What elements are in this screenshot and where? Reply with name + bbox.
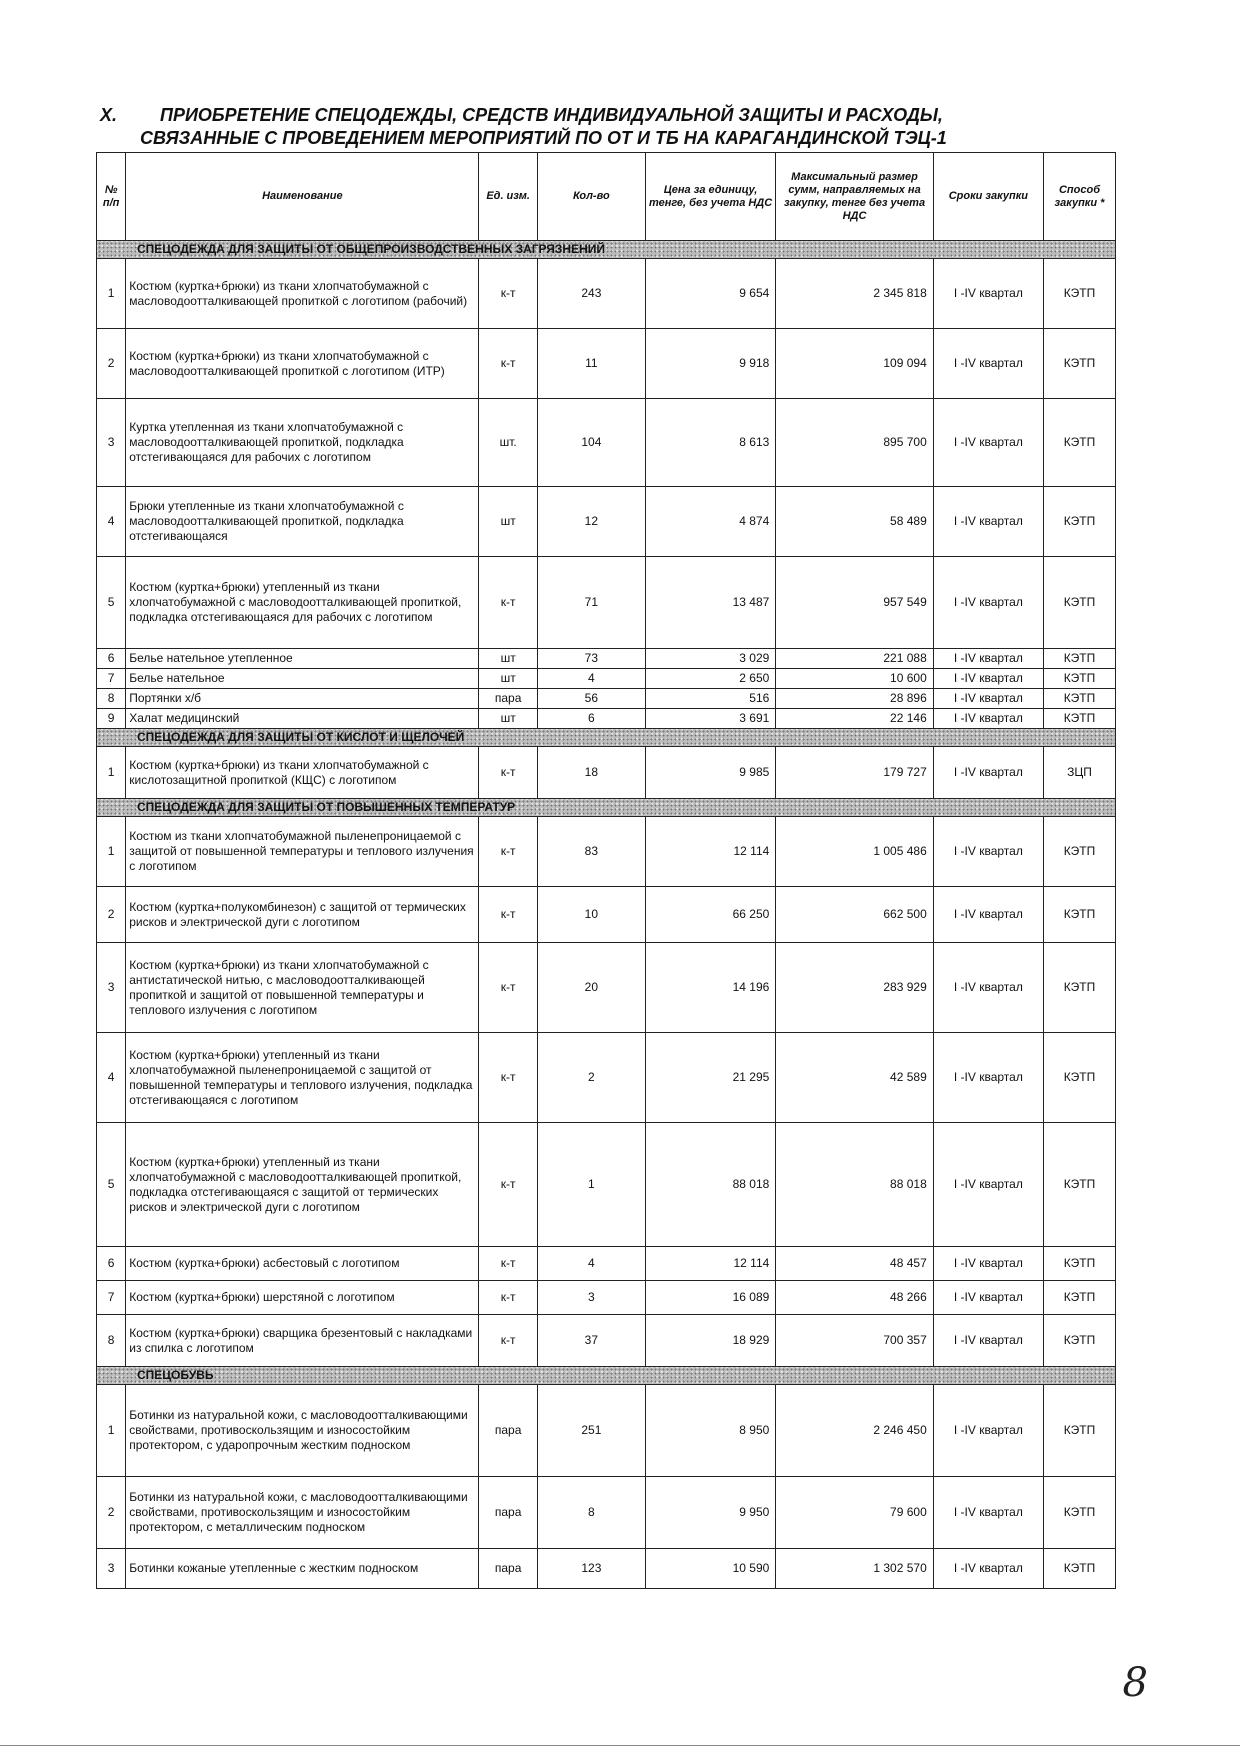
period-cell: I -IV квартал bbox=[933, 259, 1043, 329]
row-number: 2 bbox=[97, 329, 126, 399]
price-cell: 88 018 bbox=[645, 1123, 775, 1247]
quantity-cell: 18 bbox=[537, 747, 645, 799]
period-cell: I -IV квартал bbox=[933, 399, 1043, 487]
price-cell: 4 874 bbox=[645, 487, 775, 557]
price-cell: 9 654 bbox=[645, 259, 775, 329]
quantity-cell: 37 bbox=[537, 1315, 645, 1367]
unit-cell: пара bbox=[479, 689, 537, 709]
table-row bbox=[97, 1549, 1116, 1589]
table-row bbox=[97, 943, 1116, 1033]
max-sum-cell: 283 929 bbox=[776, 943, 933, 1033]
section-title: СПЕЦОДЕЖДА ДЛЯ ЗАЩИТЫ ОТ ПОВЫШЕННЫХ ТЕМПЕРАТУР bbox=[97, 799, 1116, 817]
header-num: № п/п bbox=[97, 153, 126, 241]
table-row bbox=[97, 259, 1116, 329]
period-cell: I -IV квартал bbox=[933, 689, 1043, 709]
quantity-cell: 1 bbox=[537, 1123, 645, 1247]
quantity-cell: 10 bbox=[537, 887, 645, 943]
unit-cell: шт bbox=[479, 709, 537, 729]
unit-cell: к-т bbox=[479, 887, 537, 943]
section-number: X. bbox=[100, 105, 118, 125]
period-cell: I -IV квартал bbox=[933, 709, 1043, 729]
table-row bbox=[97, 399, 1116, 487]
period-cell: I -IV квартал bbox=[933, 1247, 1043, 1281]
unit-cell: пара bbox=[479, 1477, 537, 1549]
unit-cell: к-т bbox=[479, 1247, 537, 1281]
max-sum-cell: 2 246 450 bbox=[776, 1385, 933, 1477]
page-number: 8 bbox=[1122, 1660, 1148, 1706]
row-number: 1 bbox=[97, 817, 126, 887]
period-cell: I -IV квартал bbox=[933, 1281, 1043, 1315]
max-sum-cell: 2 345 818 bbox=[776, 259, 933, 329]
method-cell: КЭТП bbox=[1043, 817, 1115, 887]
price-cell: 516 bbox=[645, 689, 775, 709]
quantity-cell: 251 bbox=[537, 1385, 645, 1477]
unit-cell: к-т bbox=[479, 747, 537, 799]
item-name: Костюм (куртка+брюки) утепленный из ткани хлопчатобумажной с масловодоотталкивающей пропиткой, подкладка отстегивающаяся с защитой от термических рисков и электрической дуги с логотипом bbox=[126, 1123, 479, 1247]
row-number: 1 bbox=[97, 747, 126, 799]
max-sum-cell: 48 266 bbox=[776, 1281, 933, 1315]
price-cell: 8 950 bbox=[645, 1385, 775, 1477]
period-cell: I -IV квартал bbox=[933, 1315, 1043, 1367]
price-cell: 9 918 bbox=[645, 329, 775, 399]
document-title bbox=[100, 104, 1060, 150]
quantity-cell: 3 bbox=[537, 1281, 645, 1315]
table-row bbox=[97, 709, 1116, 729]
row-number: 2 bbox=[97, 1477, 126, 1549]
method-cell: ЗЦП bbox=[1043, 747, 1115, 799]
table-row bbox=[97, 817, 1116, 887]
max-sum-cell: 1 005 486 bbox=[776, 817, 933, 887]
unit-cell: пара bbox=[479, 1385, 537, 1477]
unit-cell: к-т bbox=[479, 557, 537, 649]
method-cell: КЭТП bbox=[1043, 669, 1115, 689]
period-cell: I -IV квартал bbox=[933, 1385, 1043, 1477]
item-name: Костюм (куртка+брюки) из ткани хлопчатобумажной с масловодоотталкивающей пропиткой с логотипом (ИТР) bbox=[126, 329, 479, 399]
table-row bbox=[97, 747, 1116, 799]
price-cell: 16 089 bbox=[645, 1281, 775, 1315]
period-cell: I -IV квартал bbox=[933, 649, 1043, 669]
header-price: Цена за единицу, тенге, без учета НДС bbox=[645, 153, 775, 241]
item-name: Портянки х/б bbox=[126, 689, 479, 709]
header-unit: Ед. изм. bbox=[479, 153, 537, 241]
row-number: 2 bbox=[97, 887, 126, 943]
section-header-row bbox=[97, 1367, 1116, 1385]
row-number: 6 bbox=[97, 649, 126, 669]
method-cell: КЭТП bbox=[1043, 399, 1115, 487]
quantity-cell: 4 bbox=[537, 669, 645, 689]
method-cell: КЭТП bbox=[1043, 1033, 1115, 1123]
unit-cell: к-т bbox=[479, 817, 537, 887]
row-number: 4 bbox=[97, 1033, 126, 1123]
procurement-table bbox=[96, 152, 1116, 1589]
price-cell: 14 196 bbox=[645, 943, 775, 1033]
method-cell: КЭТП bbox=[1043, 329, 1115, 399]
row-number: 8 bbox=[97, 1315, 126, 1367]
row-number: 6 bbox=[97, 1247, 126, 1281]
period-cell: I -IV квартал bbox=[933, 557, 1043, 649]
row-number: 3 bbox=[97, 399, 126, 487]
row-number: 7 bbox=[97, 669, 126, 689]
table-row bbox=[97, 329, 1116, 399]
section-title: СПЕЦОДЕЖДА ДЛЯ ЗАЩИТЫ ОТ КИСЛОТ И ЩЕЛОЧЕЙ bbox=[97, 729, 1116, 747]
unit-cell: к-т bbox=[479, 1281, 537, 1315]
item-name: Брюки утепленные из ткани хлопчатобумажной с масловодоотталкивающей пропиткой, подкладка отстегивающаяся bbox=[126, 487, 479, 557]
price-cell: 21 295 bbox=[645, 1033, 775, 1123]
price-cell: 8 613 bbox=[645, 399, 775, 487]
item-name: Костюм (куртка+брюки) из ткани хлопчатобумажной с кислотозащитной пропиткой (КЩС) с логотипом bbox=[126, 747, 479, 799]
unit-cell: к-т bbox=[479, 1315, 537, 1367]
row-number: 3 bbox=[97, 943, 126, 1033]
quantity-cell: 104 bbox=[537, 399, 645, 487]
unit-cell: к-т bbox=[479, 1123, 537, 1247]
quantity-cell: 20 bbox=[537, 943, 645, 1033]
row-number: 8 bbox=[97, 689, 126, 709]
period-cell: I -IV квартал bbox=[933, 487, 1043, 557]
item-name: Костюм (куртка+брюки) шерстяной с логотипом bbox=[126, 1281, 479, 1315]
item-name: Куртка утепленная из ткани хлопчатобумажной с масловодоотталкивающей пропиткой, подкладка отстегивающаяся для рабочих с логотипом bbox=[126, 399, 479, 487]
period-cell: I -IV квартал bbox=[933, 747, 1043, 799]
quantity-cell: 11 bbox=[537, 329, 645, 399]
table-header-row bbox=[97, 153, 1116, 241]
unit-cell: пара bbox=[479, 1549, 537, 1589]
price-cell: 10 590 bbox=[645, 1549, 775, 1589]
table-row bbox=[97, 1033, 1116, 1123]
section-header-row bbox=[97, 729, 1116, 747]
price-cell: 18 929 bbox=[645, 1315, 775, 1367]
method-cell: КЭТП bbox=[1043, 689, 1115, 709]
method-cell: КЭТП bbox=[1043, 649, 1115, 669]
item-name: Ботинки кожаные утепленные с жестким подноском bbox=[126, 1549, 479, 1589]
item-name: Костюм (куртка+полукомбинезон) с защитой от термических рисков и электрической дуги с логотипом bbox=[126, 887, 479, 943]
item-name: Ботинки из натуральной кожи, с масловодоотталкивающими свойствами, противоскользящим и износостойким протектором, с ударопрочным жестким подноском bbox=[126, 1385, 479, 1477]
item-name: Белье нательное bbox=[126, 669, 479, 689]
section-header-row bbox=[97, 241, 1116, 259]
table-row bbox=[97, 1477, 1116, 1549]
price-cell: 2 650 bbox=[645, 669, 775, 689]
header-name: Наименование bbox=[126, 153, 479, 241]
unit-cell: шт. bbox=[479, 399, 537, 487]
item-name: Костюм (куртка+брюки) из ткани хлопчатобумажной с антистатической нитью, с масловодоотталкивающей пропиткой и защитой от повышенной температуры и теплового излучения с логотипом bbox=[126, 943, 479, 1033]
max-sum-cell: 10 600 bbox=[776, 669, 933, 689]
table-row bbox=[97, 689, 1116, 709]
max-sum-cell: 1 302 570 bbox=[776, 1549, 933, 1589]
table-row bbox=[97, 487, 1116, 557]
period-cell: I -IV квартал bbox=[933, 887, 1043, 943]
method-cell: КЭТП bbox=[1043, 259, 1115, 329]
title-line-1: ПРИОБРЕТЕНИЕ СПЕЦОДЕЖДЫ, СРЕДСТВ ИНДИВИДУАЛЬНОЙ ЗАЩИТЫ И РАСХОДЫ, bbox=[160, 105, 943, 125]
max-sum-cell: 48 457 bbox=[776, 1247, 933, 1281]
method-cell: КЭТП bbox=[1043, 1315, 1115, 1367]
period-cell: I -IV квартал bbox=[933, 943, 1043, 1033]
unit-cell: к-т bbox=[479, 259, 537, 329]
quantity-cell: 6 bbox=[537, 709, 645, 729]
max-sum-cell: 42 589 bbox=[776, 1033, 933, 1123]
section-header-row bbox=[97, 799, 1116, 817]
price-cell: 12 114 bbox=[645, 1247, 775, 1281]
period-cell: I -IV квартал bbox=[933, 1123, 1043, 1247]
quantity-cell: 243 bbox=[537, 259, 645, 329]
price-cell: 13 487 bbox=[645, 557, 775, 649]
item-name: Костюм (куртка+брюки) из ткани хлопчатобумажной с масловодоотталкивающей пропиткой с логотипом (рабочий) bbox=[126, 259, 479, 329]
row-number: 5 bbox=[97, 557, 126, 649]
row-number: 5 bbox=[97, 1123, 126, 1247]
row-number: 3 bbox=[97, 1549, 126, 1589]
max-sum-cell: 179 727 bbox=[776, 747, 933, 799]
max-sum-cell: 662 500 bbox=[776, 887, 933, 943]
item-name: Костюм (куртка+брюки) сварщика брезентовый с накладками из спилка с логотипом bbox=[126, 1315, 479, 1367]
max-sum-cell: 957 549 bbox=[776, 557, 933, 649]
max-sum-cell: 109 094 bbox=[776, 329, 933, 399]
method-cell: КЭТП bbox=[1043, 1123, 1115, 1247]
period-cell: I -IV квартал bbox=[933, 669, 1043, 689]
price-cell: 12 114 bbox=[645, 817, 775, 887]
period-cell: I -IV квартал bbox=[933, 1033, 1043, 1123]
row-number: 9 bbox=[97, 709, 126, 729]
header-max-sum: Максимальный размер сумм, направляемых на закупку, тенге без учета НДС bbox=[776, 153, 933, 241]
method-cell: КЭТП bbox=[1043, 943, 1115, 1033]
table-row bbox=[97, 1281, 1116, 1315]
method-cell: КЭТП bbox=[1043, 487, 1115, 557]
title-line-2: СВЯЗАННЫЕ С ПРОВЕДЕНИЕМ МЕРОПРИЯТИЙ ПО ОТ И ТБ НА КАРАГАНДИНСКОЙ ТЭЦ-1 bbox=[140, 128, 947, 148]
method-cell: КЭТП bbox=[1043, 1477, 1115, 1549]
method-cell: КЭТП bbox=[1043, 887, 1115, 943]
quantity-cell: 123 bbox=[537, 1549, 645, 1589]
quantity-cell: 8 bbox=[537, 1477, 645, 1549]
price-cell: 3 691 bbox=[645, 709, 775, 729]
unit-cell: к-т bbox=[479, 329, 537, 399]
item-name: Костюм (куртка+брюки) утепленный из ткани хлопчатобумажной пыленепроницаемой с защитой от повышенной температуры и теплового излучения, подкладка отстегивающаяся с логотипом bbox=[126, 1033, 479, 1123]
table-row bbox=[97, 1315, 1116, 1367]
period-cell: I -IV квартал bbox=[933, 1477, 1043, 1549]
header-method: Способ закупки * bbox=[1043, 153, 1115, 241]
row-number: 7 bbox=[97, 1281, 126, 1315]
row-number: 1 bbox=[97, 1385, 126, 1477]
header-period: Сроки закупки bbox=[933, 153, 1043, 241]
section-title: СПЕЦОБУВЬ bbox=[97, 1367, 1116, 1385]
table-row bbox=[97, 557, 1116, 649]
item-name: Костюм из ткани хлопчатобумажной пыленепроницаемой с защитой от повышенной температуры и теплового излучения с логотипом bbox=[126, 817, 479, 887]
method-cell: КЭТП bbox=[1043, 1281, 1115, 1315]
scan-edge-line bbox=[0, 1745, 1240, 1746]
table-row bbox=[97, 1247, 1116, 1281]
unit-cell: шт bbox=[479, 649, 537, 669]
method-cell: КЭТП bbox=[1043, 1385, 1115, 1477]
max-sum-cell: 58 489 bbox=[776, 487, 933, 557]
item-name: Ботинки из натуральной кожи, с масловодоотталкивающими свойствами, противоскользящим и износостойким протектором, с металлическим подноском bbox=[126, 1477, 479, 1549]
table-row bbox=[97, 1123, 1116, 1247]
table-row bbox=[97, 887, 1116, 943]
unit-cell: шт bbox=[479, 487, 537, 557]
header-qty: Кол-во bbox=[537, 153, 645, 241]
unit-cell: к-т bbox=[479, 1033, 537, 1123]
price-cell: 9 950 bbox=[645, 1477, 775, 1549]
row-number: 1 bbox=[97, 259, 126, 329]
section-title: СПЕЦОДЕЖДА ДЛЯ ЗАЩИТЫ ОТ ОБЩЕПРОИЗВОДСТВЕННЫХ ЗАГРЯЗНЕНИЙ bbox=[97, 241, 1116, 259]
max-sum-cell: 28 896 bbox=[776, 689, 933, 709]
period-cell: I -IV квартал bbox=[933, 329, 1043, 399]
table-row bbox=[97, 1385, 1116, 1477]
price-cell: 9 985 bbox=[645, 747, 775, 799]
method-cell: КЭТП bbox=[1043, 557, 1115, 649]
method-cell: КЭТП bbox=[1043, 1549, 1115, 1589]
period-cell: I -IV квартал bbox=[933, 1549, 1043, 1589]
max-sum-cell: 88 018 bbox=[776, 1123, 933, 1247]
quantity-cell: 73 bbox=[537, 649, 645, 669]
max-sum-cell: 895 700 bbox=[776, 399, 933, 487]
item-name: Костюм (куртка+брюки) утепленный из ткани хлопчатобумажной с масловодоотталкивающей пропиткой, подкладка отстегивающаяся для рабочих с логотипом bbox=[126, 557, 479, 649]
quantity-cell: 56 bbox=[537, 689, 645, 709]
quantity-cell: 4 bbox=[537, 1247, 645, 1281]
item-name: Белье нательное утепленное bbox=[126, 649, 479, 669]
max-sum-cell: 221 088 bbox=[776, 649, 933, 669]
method-cell: КЭТП bbox=[1043, 709, 1115, 729]
method-cell: КЭТП bbox=[1043, 1247, 1115, 1281]
table-body bbox=[97, 241, 1116, 1589]
quantity-cell: 12 bbox=[537, 487, 645, 557]
quantity-cell: 2 bbox=[537, 1033, 645, 1123]
max-sum-cell: 22 146 bbox=[776, 709, 933, 729]
unit-cell: шт bbox=[479, 669, 537, 689]
row-number: 4 bbox=[97, 487, 126, 557]
quantity-cell: 83 bbox=[537, 817, 645, 887]
quantity-cell: 71 bbox=[537, 557, 645, 649]
table-row bbox=[97, 649, 1116, 669]
unit-cell: к-т bbox=[479, 943, 537, 1033]
item-name: Халат медицинский bbox=[126, 709, 479, 729]
max-sum-cell: 79 600 bbox=[776, 1477, 933, 1549]
price-cell: 66 250 bbox=[645, 887, 775, 943]
table-row bbox=[97, 669, 1116, 689]
period-cell: I -IV квартал bbox=[933, 817, 1043, 887]
item-name: Костюм (куртка+брюки) асбестовый с логотипом bbox=[126, 1247, 479, 1281]
max-sum-cell: 700 357 bbox=[776, 1315, 933, 1367]
price-cell: 3 029 bbox=[645, 649, 775, 669]
